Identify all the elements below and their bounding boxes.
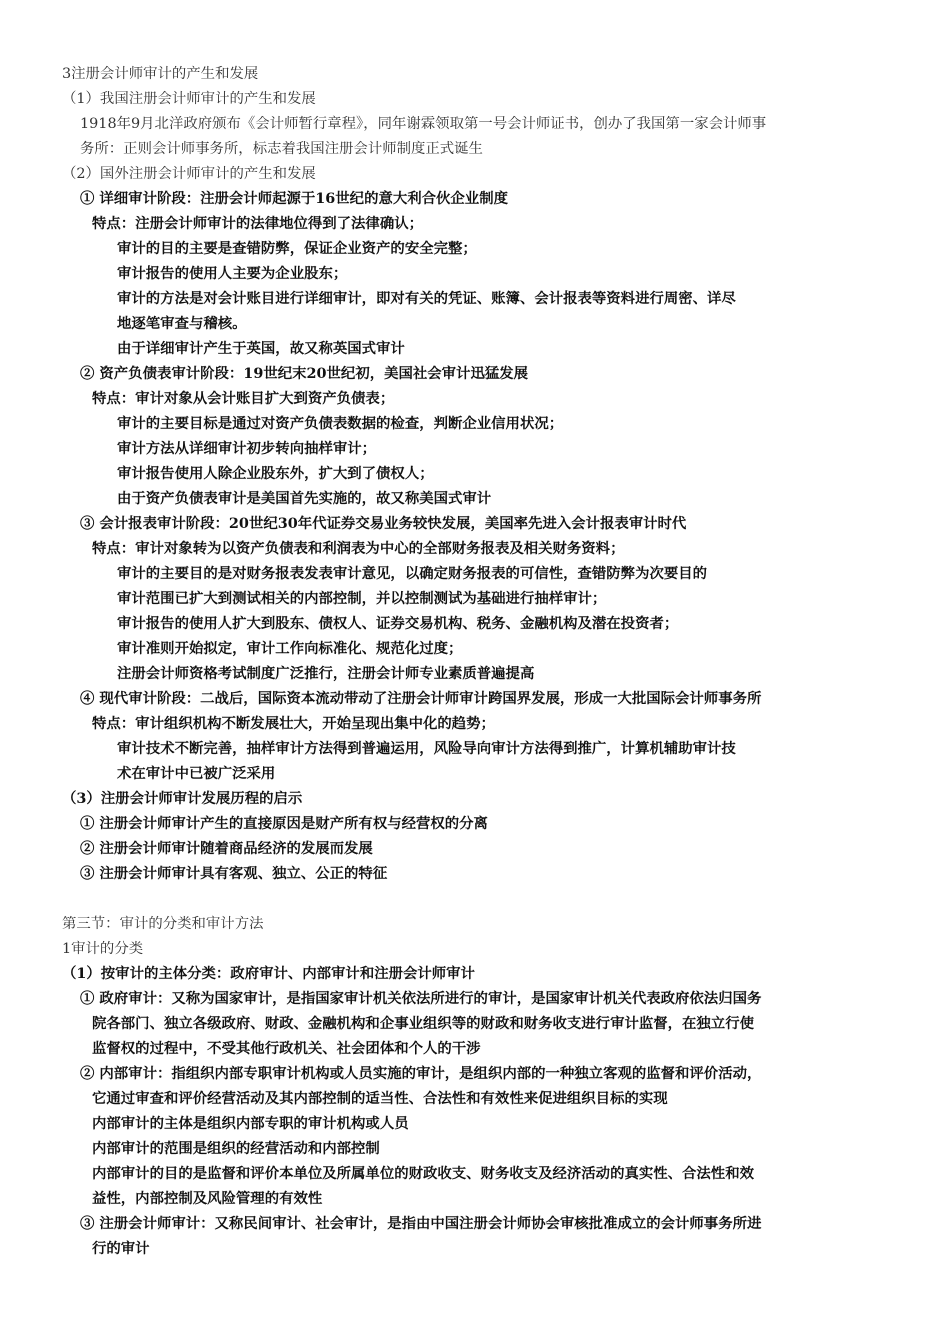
feature-line: 审计的主要目标是通过对资产负债表数据的检查，判断企业信用状况；: [117, 415, 564, 432]
feature-line: 审计范围已扩大到测试相关的内部控制，并以控制测试为基础进行抽样审计；: [117, 590, 607, 607]
feature-line: 由于详细审计产生于英国，故又称英国式审计: [117, 340, 405, 357]
stage-heading: ② 资产负债表审计阶段：19世纪末20世纪初，美国社会审计迅猛发展: [80, 365, 529, 382]
list-item: ③ 注册会计师审计具有客观、独立、公正的特征: [80, 865, 388, 882]
feature-line: 特点：审计对象转为以资产负债表和利润表为中心的全部财务报表及相关财务资料；: [92, 540, 625, 557]
stage-heading: ③ 会计报表审计阶段：20世纪30年代证券交易业务较快发展，美国率先进入会计报表审计时代: [80, 515, 687, 532]
feature-line: 术在审计中已被广泛采用: [117, 765, 276, 782]
feature-line: 特点：注册会计师审计的法律地位得到了法律确认；: [92, 215, 423, 232]
feature-line: 审计方法从详细审计初步转向抽样审计；: [117, 440, 377, 457]
chapter-heading: 第三节：审计的分类和审计方法: [62, 916, 264, 932]
feature-line: 审计的目的主要是查错防弊，保证企业资产的安全完整；: [117, 240, 477, 257]
list-item: ① 注册会计师审计产生的直接原因是财产所有权与经营权的分离: [80, 815, 488, 832]
feature-line: 审计技术不断完善，抽样审计方法得到普遍运用，风险导向审计方法得到推广，计算机辅助审计技: [117, 740, 736, 757]
feature-line: 审计的方法是对会计账目进行详细审计，即对有关的凭证、账簿、会计报表等资料进行周密、详尽: [117, 290, 736, 307]
feature-line: 审计准则开始拟定，审计工作向标准化、规范化过度；: [117, 640, 463, 657]
subsection-heading: （1）我国注册会计师审计的产生和发展: [62, 91, 316, 107]
paragraph-line: 1918年9月北洋政府颁布《会计师暂行章程》，同年谢霖领取第一号会计师证书，创办了我国第一家会计师事: [80, 116, 767, 132]
stage-heading: ① 详细审计阶段：注册会计师起源于16世纪的意大利合伙企业制度: [80, 190, 508, 207]
paragraph-line: 益性，内部控制及风险管理的有效性: [92, 1190, 323, 1207]
subsection-heading: （2）国外注册会计师审计的产生和发展: [62, 166, 316, 182]
paragraph-line: 务所：正则会计师事务所，标志着我国注册会计师制度正式诞生: [80, 141, 483, 157]
section-heading: 3注册会计师审计的产生和发展: [62, 66, 259, 82]
paragraph-line: 行的审计: [92, 1240, 150, 1257]
list-item: ① 政府审计：又称为国家审计，是指国家审计机关依法所进行的审计，是国家审计机关代表政府依法归国务: [80, 990, 762, 1007]
paragraph-line: 监督权的过程中，不受其他行政机关、社会团体和个人的干涉: [92, 1040, 481, 1057]
paragraph-line: 内部审计的范围是组织的经营活动和内部控制: [92, 1140, 380, 1157]
paragraph-line: 它通过审查和评价经营活动及其内部控制的适当性、合法性和有效性来促进组织目标的实现: [92, 1090, 668, 1107]
subsection-heading: （1）按审计的主体分类：政府审计、内部审计和注册会计师审计: [62, 965, 475, 982]
feature-line: 注册会计师资格考试制度广泛推行，注册会计师专业素质普遍提高: [117, 665, 535, 682]
stage-heading: ④ 现代审计阶段：二战后，国际资本流动带动了注册会计师审计跨国界发展，形成一大批国际会计师事务所: [80, 690, 762, 707]
feature-line: 特点：审计组织机构不断发展壮大，开始呈现出集中化的趋势；: [92, 715, 495, 732]
section-heading: 1审计的分类: [62, 941, 144, 957]
feature-line: 由于资产负债表审计是美国首先实施的，故又称美国式审计: [117, 490, 492, 507]
feature-line: 审计报告的使用人主要为企业股东；: [117, 265, 348, 282]
feature-line: 审计的主要目的是对财务报表发表审计意见，以确定财务报表的可信性，查错防弊为次要目的: [117, 565, 708, 582]
feature-line: 地逐笔审查与稽核。: [117, 315, 247, 332]
list-item: ② 内部审计：指组织内部专职审计机构或人员实施的审计，是组织内部的一种独立客观的监督和评价活动，: [80, 1065, 762, 1082]
list-item: ③ 注册会计师审计：又称民间审计、社会审计，是指由中国注册会计师协会审核批准成立的会计师事务所进: [80, 1215, 762, 1232]
paragraph-line: 内部审计的目的是监督和评价本单位及所属单位的财政收支、财务收支及经济活动的真实性、合法性和效: [92, 1165, 754, 1182]
list-item: ② 注册会计师审计随着商品经济的发展而发展: [80, 840, 373, 857]
subsection-heading: （3）注册会计师审计发展历程的启示: [62, 790, 303, 807]
paragraph-line: 院各部门、独立各级政府、财政、金融机构和企事业组织等的财政和财务收支进行审计监督，在独立行使: [92, 1015, 754, 1032]
feature-line: 特点：审计对象从会计账目扩大到资产负债表；: [92, 390, 395, 407]
feature-line: 审计报告使用人除企业股东外，扩大到了债权人；: [117, 465, 434, 482]
feature-line: 审计报告的使用人扩大到股东、债权人、证券交易机构、税务、金融机构及潜在投资者；: [117, 615, 679, 632]
paragraph-line: 内部审计的主体是组织内部专职的审计机构或人员: [92, 1115, 409, 1132]
